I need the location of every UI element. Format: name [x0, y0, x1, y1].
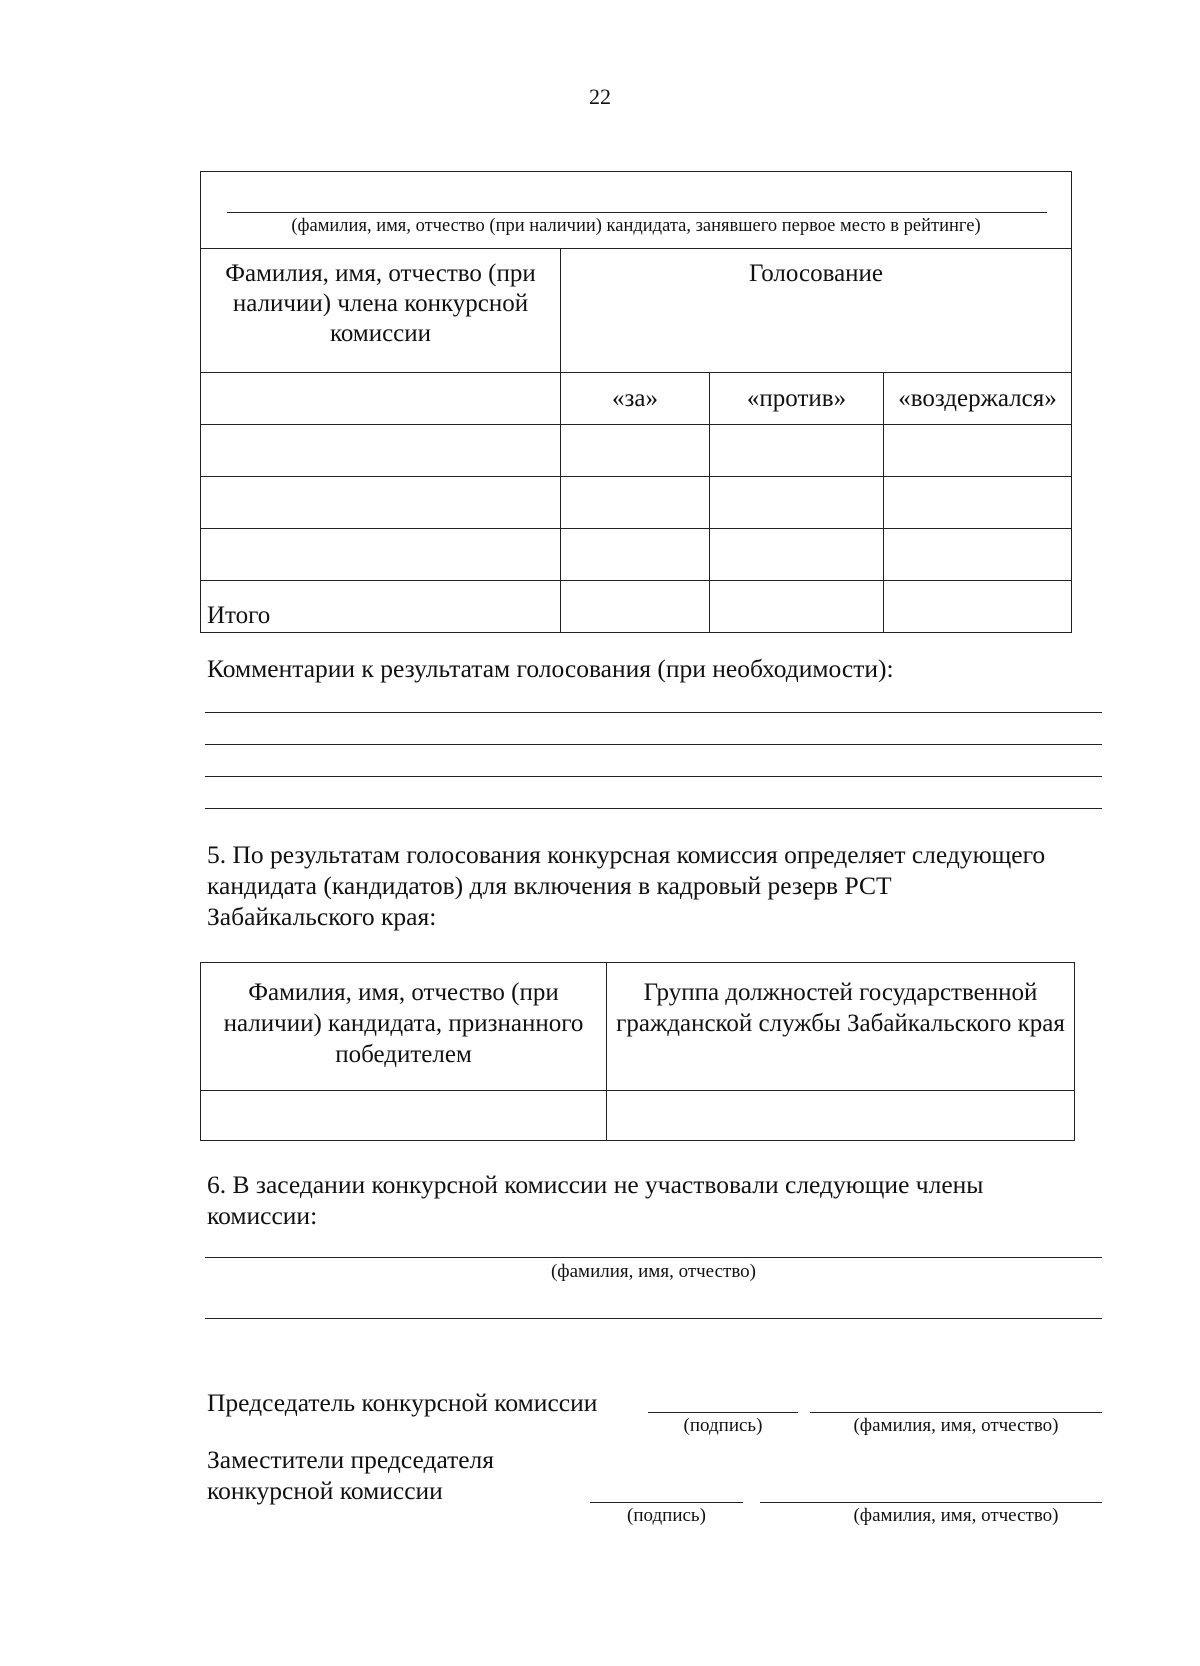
- vote-for-cell[interactable]: [561, 425, 710, 477]
- vote-abstain-cell[interactable]: [884, 477, 1072, 529]
- deputy-signature-line[interactable]: [590, 1502, 743, 1503]
- table-row: [201, 477, 1072, 529]
- deputy-fio-caption: (фамилия, имя, отчество): [853, 1505, 1059, 1526]
- result-table: [200, 962, 1075, 1141]
- member-subheader-empty: [201, 373, 561, 425]
- absent-members-line-2[interactable]: [205, 1318, 1102, 1319]
- member-cell[interactable]: [201, 529, 561, 581]
- vote-abstain-cell[interactable]: [884, 529, 1072, 581]
- table-row: [201, 1091, 1075, 1141]
- candidate-cell: [201, 172, 1072, 249]
- deputy-signature-caption: (подпись): [627, 1505, 706, 1526]
- vote-abstain-cell[interactable]: [884, 425, 1072, 477]
- deputy-label-line2: конкурсной комиссии: [207, 1476, 443, 1505]
- total-row: [201, 581, 1072, 633]
- vote-against-cell[interactable]: [710, 477, 884, 529]
- col-abstain-header: «воздержался»: [884, 373, 1072, 425]
- comments-label: Комментарии к результатам голосования (при необходимости):: [207, 654, 894, 683]
- page-number: 22: [589, 84, 611, 109]
- candidate-name-line: [227, 212, 1047, 213]
- chairman-fio-caption: (фамилия, имя, отчество): [853, 1415, 1059, 1436]
- position-group-header: Группа должностей государственной гражданской службы Забайкальского края: [607, 963, 1075, 1091]
- total-abstain-cell[interactable]: [884, 581, 1072, 633]
- comment-line-4[interactable]: [205, 808, 1102, 809]
- vote-for-cell[interactable]: [561, 477, 710, 529]
- voting-header: Голосование: [561, 249, 1072, 373]
- comment-line-1[interactable]: [205, 712, 1102, 713]
- col-against-header: «против»: [710, 373, 884, 425]
- deputy-label-line1: Заместители председателя: [207, 1445, 495, 1474]
- chairman-name-line[interactable]: [810, 1412, 1102, 1413]
- winner-name-cell[interactable]: [201, 1091, 607, 1141]
- section5-line3: Забайкальского края:: [207, 902, 437, 931]
- vote-against-cell[interactable]: [710, 425, 884, 477]
- absent-fio-caption: (фамилия, имя, отчество): [550, 1261, 756, 1282]
- table-row: [201, 425, 1072, 477]
- member-cell[interactable]: [201, 477, 561, 529]
- total-for-cell[interactable]: [561, 581, 710, 633]
- member-name-header: Фамилия, имя, отчество (при наличии) члена конкурсной комиссии: [201, 249, 561, 373]
- section6-line1: 6. В заседании конкурсной комиссии не участвовали следующие члены: [207, 1170, 984, 1199]
- chairman-label: Председатель конкурсной комиссии: [207, 1388, 598, 1417]
- voting-table: [200, 171, 1072, 633]
- position-group-cell[interactable]: [607, 1091, 1075, 1141]
- section5-line2: кандидата (кандидатов) для включения в кадровый резерв РСТ: [207, 871, 892, 900]
- deputy-name-line[interactable]: [760, 1502, 1102, 1503]
- total-against-cell[interactable]: [710, 581, 884, 633]
- candidate-caption: (фамилия, имя, отчество (при наличии) кандидата, занявшего первое место в рейтинге): [291, 216, 981, 236]
- table-row: [201, 529, 1072, 581]
- comment-line-3[interactable]: [205, 776, 1102, 777]
- vote-against-cell[interactable]: [710, 529, 884, 581]
- absent-members-line-1[interactable]: [205, 1257, 1102, 1258]
- section5-line1: 5. По результатам голосования конкурсная комиссия определяет следующего: [207, 840, 1046, 869]
- chairman-signature-caption: (подпись): [683, 1415, 763, 1436]
- chairman-signature-line[interactable]: [648, 1412, 798, 1413]
- comment-line-2[interactable]: [205, 744, 1102, 745]
- section6-line2: комиссии:: [207, 1201, 318, 1230]
- col-for-header: «за»: [561, 373, 710, 425]
- winner-name-header: Фамилия, имя, отчество (при наличии) кандидата, признанного победителем: [201, 963, 607, 1091]
- total-label: Итого: [201, 581, 561, 633]
- vote-for-cell[interactable]: [561, 529, 710, 581]
- member-cell[interactable]: [201, 425, 561, 477]
